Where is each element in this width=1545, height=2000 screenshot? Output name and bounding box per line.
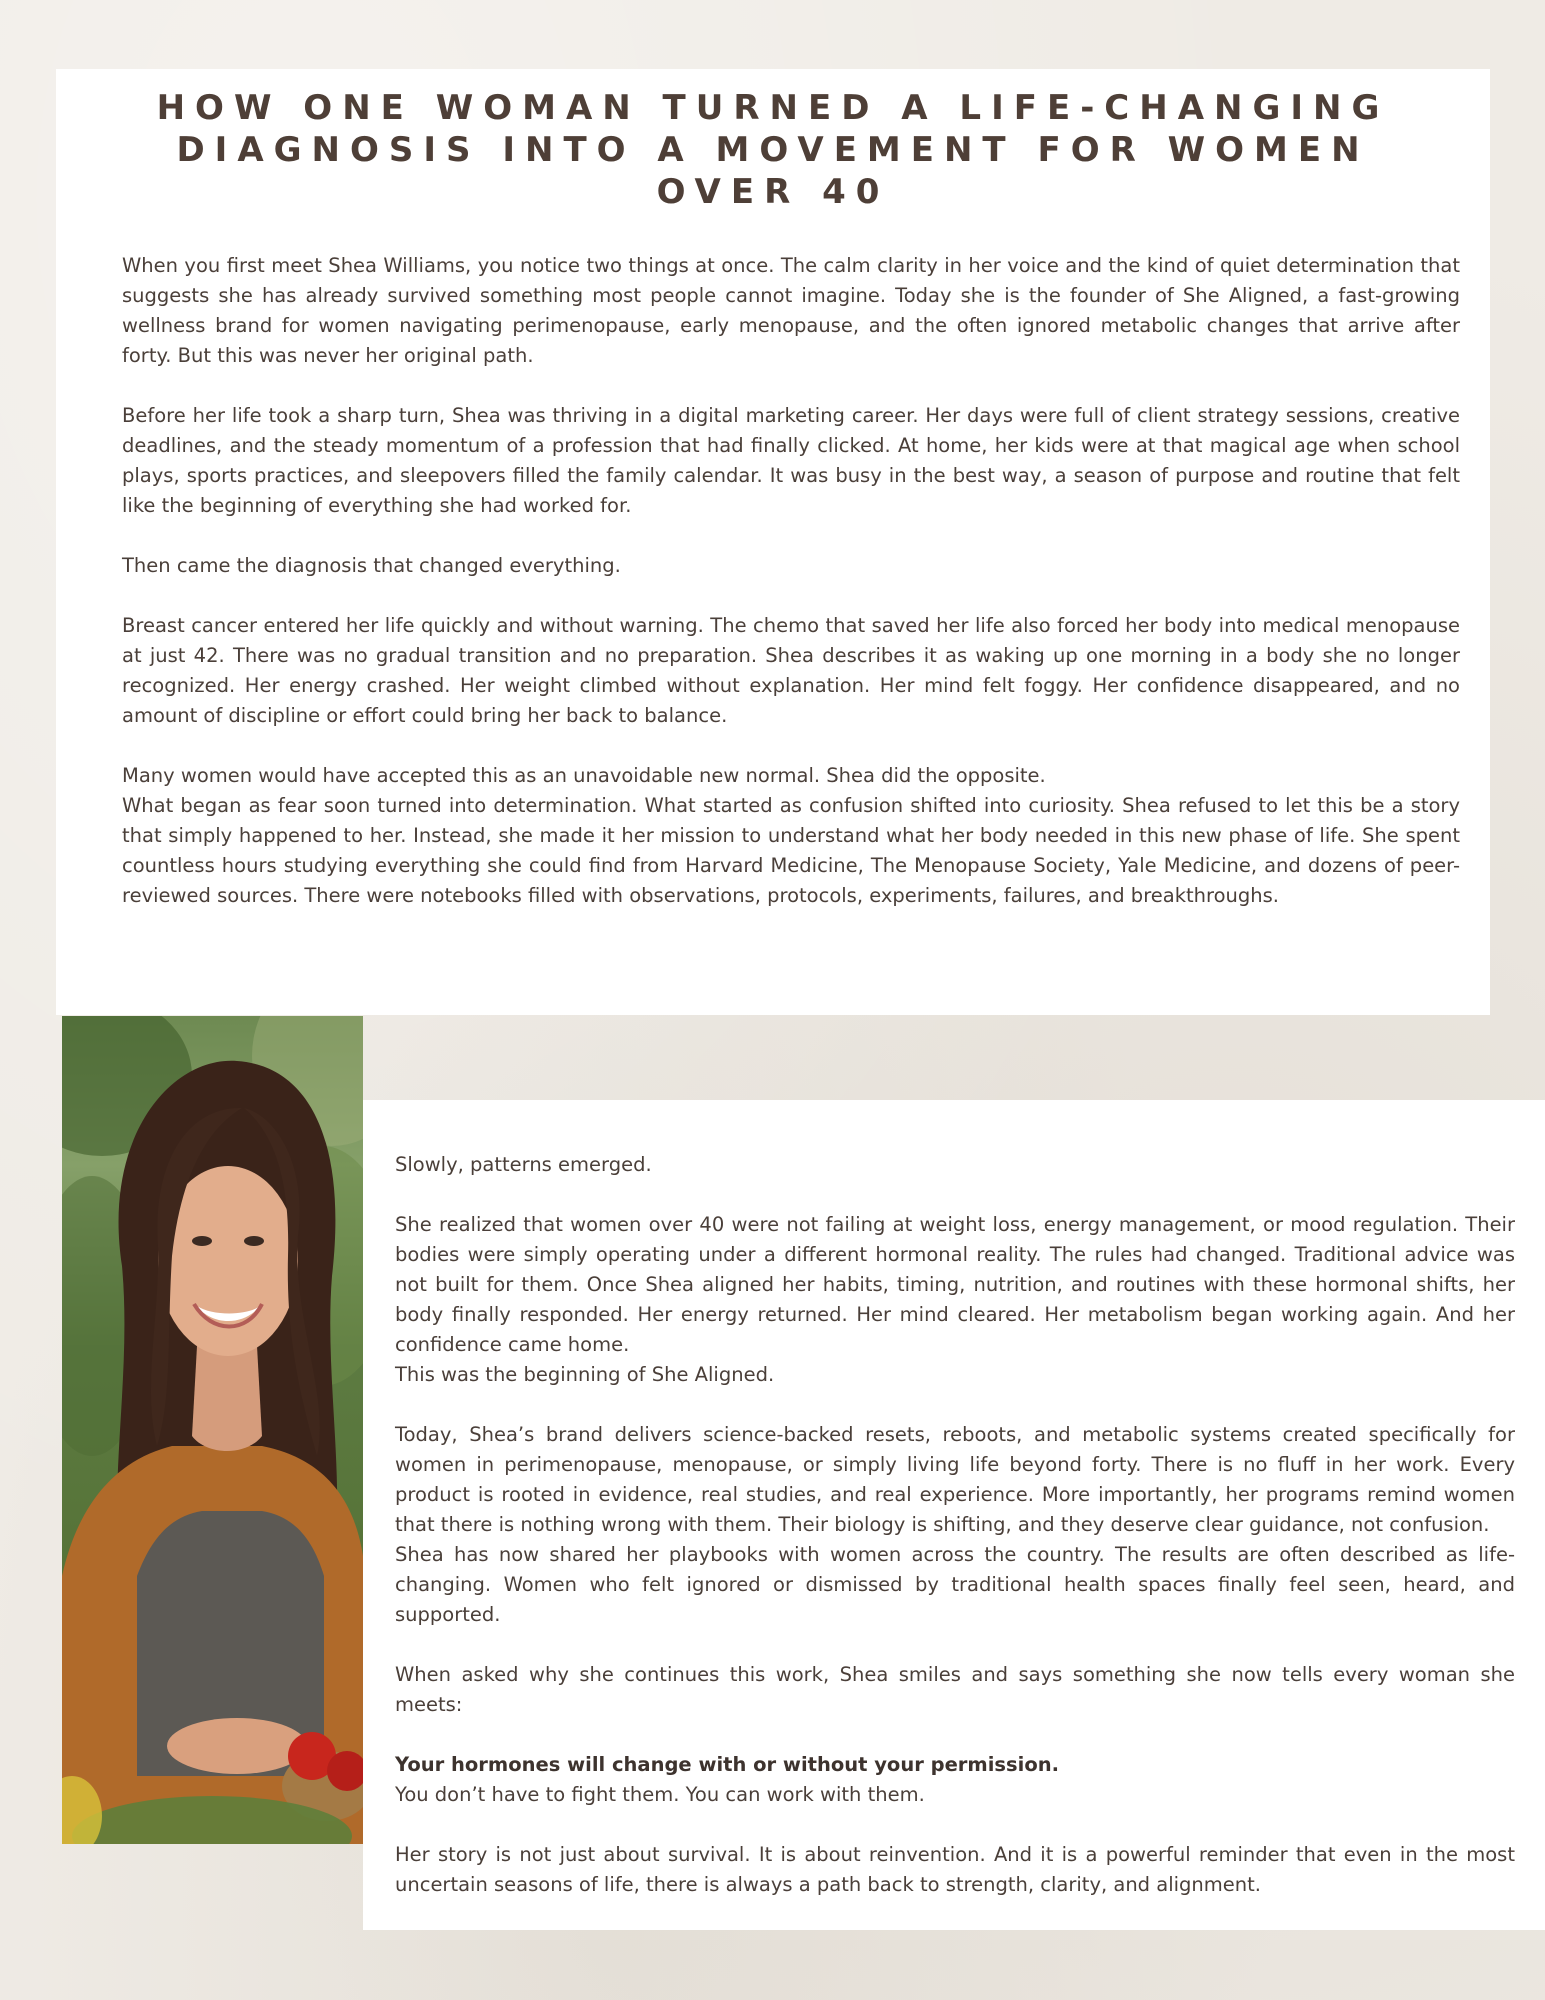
article-bottom-card	[363, 1100, 1545, 1930]
quote-bold	[395, 1750, 1515, 1780]
paragraph-realization: She realized that women over 40 were not failing at weight loss, energy management, or mood regulation. Their bodies were simply operating under a different hormonal reality. The rules had changed. Traditional advice was not built for them. Once Shea aligned her habits, timing, nutrition, and routines with these hormonal shifts, her body finally responded. Her energy returned. Her mind cleared. Her metabolism began working again. And her confidence came home.	[395, 1213, 1515, 1356]
portrait-photo	[62, 1016, 363, 1844]
quote-follow-up: You don’t have to fight them. You can work with them.	[395, 1783, 925, 1806]
paragraph-question: When asked why she continues this work, Shea smiles and says something she now tells every woman she meets:	[395, 1663, 1515, 1716]
quote-bold-text: Your hormones will change with or without your permission.	[395, 1753, 1060, 1776]
paragraph-brand: Today, Shea’s brand delivers science-backed resets, reboots, and metabolic systems created specifically for women in perimenopause, menopause, or simply living life beyond forty. There is no fluff in her work. Every product is rooted in evidence, real studies, and real experience. More importantly, her programs remind women that there is nothing wrong with them. Their biology is shifting, and they deserve clear guidance, not confusion.	[395, 1423, 1515, 1536]
article-top-card	[56, 69, 1490, 1015]
paragraph-playbooks: Shea has now shared her playbooks with women across the country. The results are often described as life-changing. Women who felt ignored or dismissed by traditional health spaces finally feel seen, heard, and supported.	[395, 1543, 1515, 1626]
article-intro	[122, 251, 1460, 911]
paragraph-intro: When you first meet Shea Williams, you notice two things at once. The calm clarity in her voice and the kind of quiet determination that suggests she has already survived something most people cannot imagine. Today she is the founder of She Aligned, a fast-growing wellness brand for women navigating perimenopause, early menopause, and the often ignored metabolic changes that arrive after forty. But this was never her original path.	[122, 254, 1460, 367]
article-continuation	[395, 1150, 1515, 1900]
paragraph-research: What began as fear soon turned into determination. What started as confusion shifted into curiosity. Shea refused to let this be a story that simply happened to her. Instead, she made it her mission to understand what her body needed in this new phase of life. She spent countless hours studying everything she could find from Harvard Medicine, The Menopause Society, Yale Medicine, and dozens of peer-reviewed sources. There were notebooks filled with observations, protocols, experiments, failures, and breakthroughs.	[122, 794, 1460, 907]
paragraph-career: Before her life took a sharp turn, Shea was thriving in a digital marketing career. Her days were full of client strategy sessions, creative deadlines, and the steady momentum of a profession that had finally clicked. At home, her kids were at that magical age when school plays, sports practices, and sleepovers filled the family calendar. It was busy in the best way, a season of purpose and routine that felt like the beginning of everything she had worked for.	[122, 404, 1460, 517]
article-title: HOW ONE WOMAN TURNED A LIFE-CHANGING DIAGNOSIS INTO A MOVEMENT FOR WOMEN OVER 40	[156, 88, 1390, 212]
paragraph-patterns: Slowly, patterns emerged.	[395, 1153, 652, 1176]
paragraph-beginning: This was the beginning of She Aligned.	[395, 1363, 775, 1386]
paragraph-closing: Her story is not just about survival. It is about reinvention. And it is a powerful reminder that even in the most uncertain seasons of life, there is always a path back to strength, clarity, and alignment.	[395, 1843, 1515, 1896]
paragraph-diagnosis: Breast cancer entered her life quickly and without warning. The chemo that saved her life also forced her body into medical menopause at just 42. There was no gradual transition and no preparation. Shea describes it as waking up one morning in a body she no longer recognized. Her energy crashed. Her weight climbed without explanation. Her mind felt foggy. Her confidence disappeared, and no amount of discipline or effort could bring her back to balance.	[122, 614, 1460, 727]
paragraph-diagnosis-lead: Then came the diagnosis that changed everything.	[122, 554, 621, 577]
paragraph-opposite: Many women would have accepted this as an unavoidable new normal. Shea did the opposite.	[122, 764, 1046, 787]
